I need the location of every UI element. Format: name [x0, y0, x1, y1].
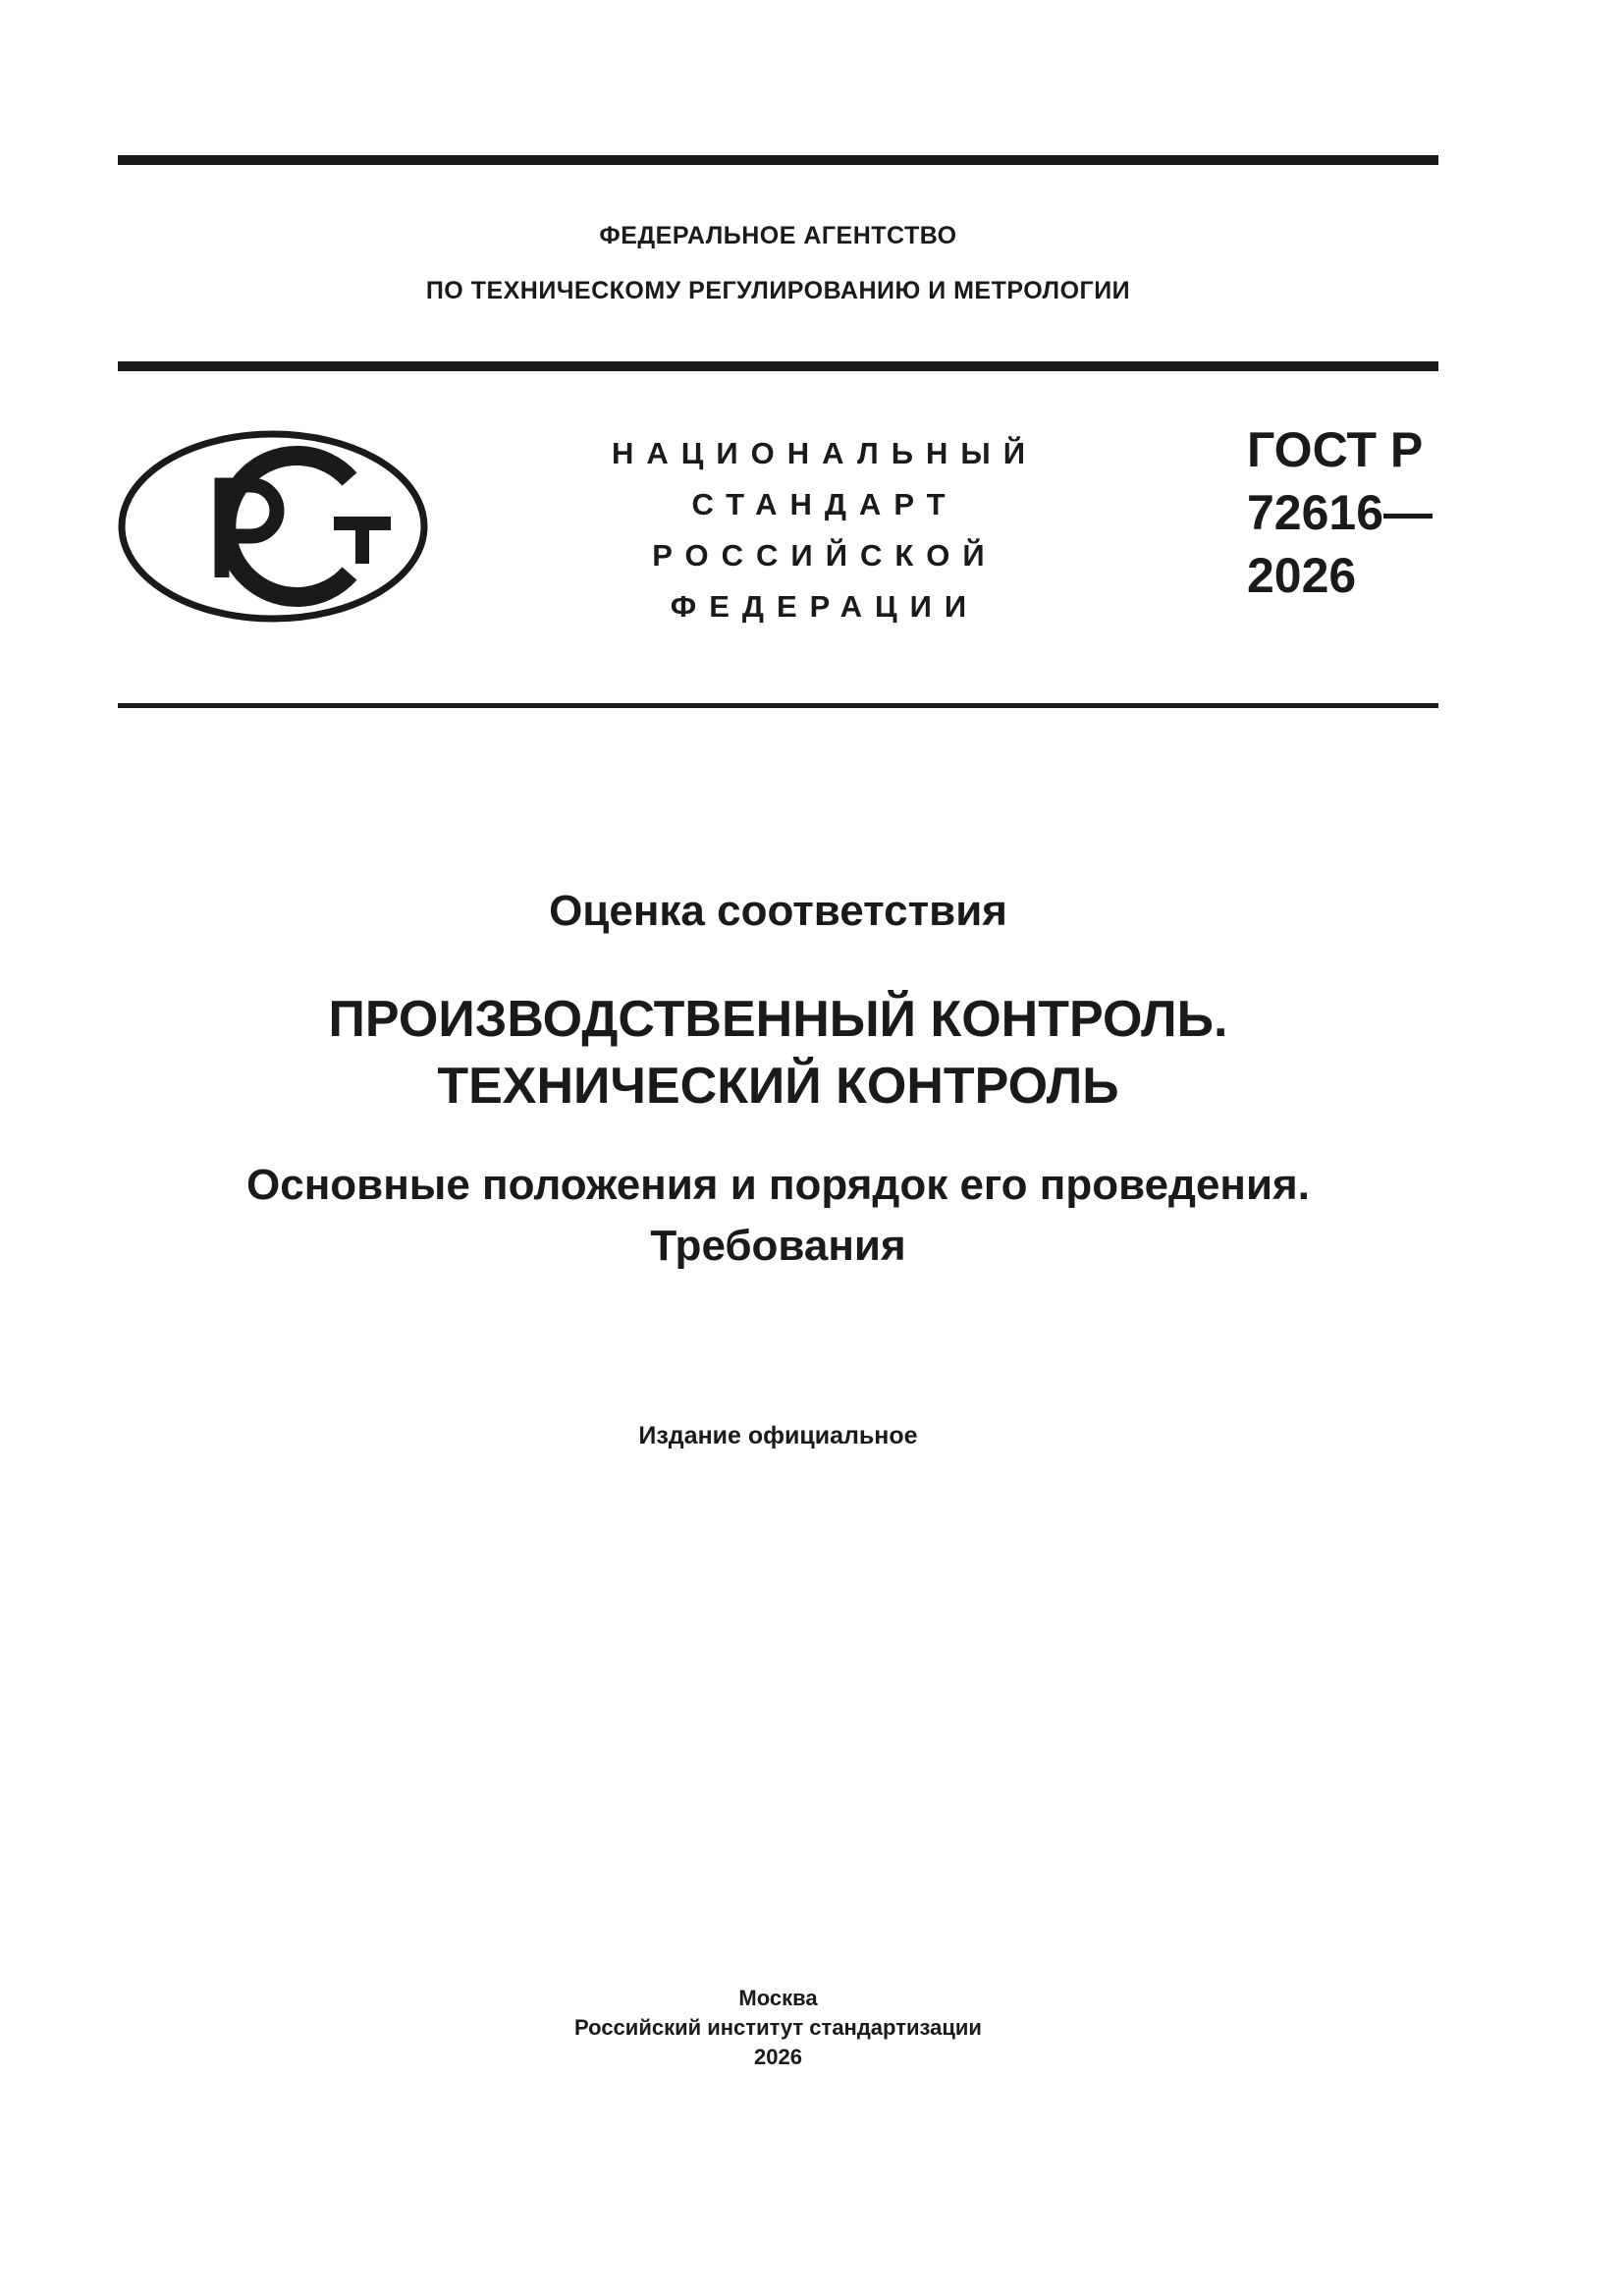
- subtitle-line2: Требования: [650, 1222, 906, 1270]
- document-subtitle: [118, 1155, 1438, 1277]
- national-standard-heading: [550, 428, 1100, 632]
- imprint: [118, 1984, 1438, 2072]
- document-subject: Оценка соответствия: [549, 887, 1007, 935]
- subtitle-line1: Основные положения и порядок его проведения.: [246, 1161, 1310, 1209]
- agency-name-line2: ПО ТЕХНИЧЕСКОМУ РЕГУЛИРОВАНИЮ И МЕТРОЛОГИИ: [425, 277, 1131, 304]
- document-title: [118, 986, 1438, 1120]
- designation-line2: 72616—: [1247, 485, 1434, 540]
- imprint-publisher: Российский институт стандартизации: [574, 2015, 982, 2040]
- standard-designation: [1247, 418, 1433, 607]
- imprint-city: Москва: [738, 1986, 818, 2010]
- national-standard-line3: РОССИЙСКОЙ: [652, 538, 998, 573]
- lower-divider: [118, 703, 1438, 708]
- title-line1: ПРОИЗВОДСТВЕННЫЙ КОНТРОЛЬ.: [328, 991, 1228, 1048]
- designation-line1: ГОСТ Р: [1247, 422, 1424, 477]
- national-standard-line2: СТАНДАРТ: [691, 487, 958, 521]
- national-standard-line4: ФЕДЕРАЦИИ: [670, 589, 980, 624]
- top-divider: [118, 155, 1438, 165]
- imprint-year: 2026: [754, 2045, 802, 2069]
- agency-name-line1: ФЕДЕРАЛЬНОЕ АГЕНТСТВО: [599, 222, 957, 249]
- designation-line3: 2026: [1247, 548, 1357, 603]
- header-divider: [118, 361, 1438, 371]
- rst-certification-mark-icon: [116, 428, 430, 625]
- edition-note: Издание официальное: [638, 1422, 918, 1449]
- national-standard-line1: НАЦИОНАЛЬНЫЙ: [611, 436, 1039, 470]
- title-line2: ТЕХНИЧЕСКИЙ КОНТРОЛЬ: [437, 1058, 1119, 1115]
